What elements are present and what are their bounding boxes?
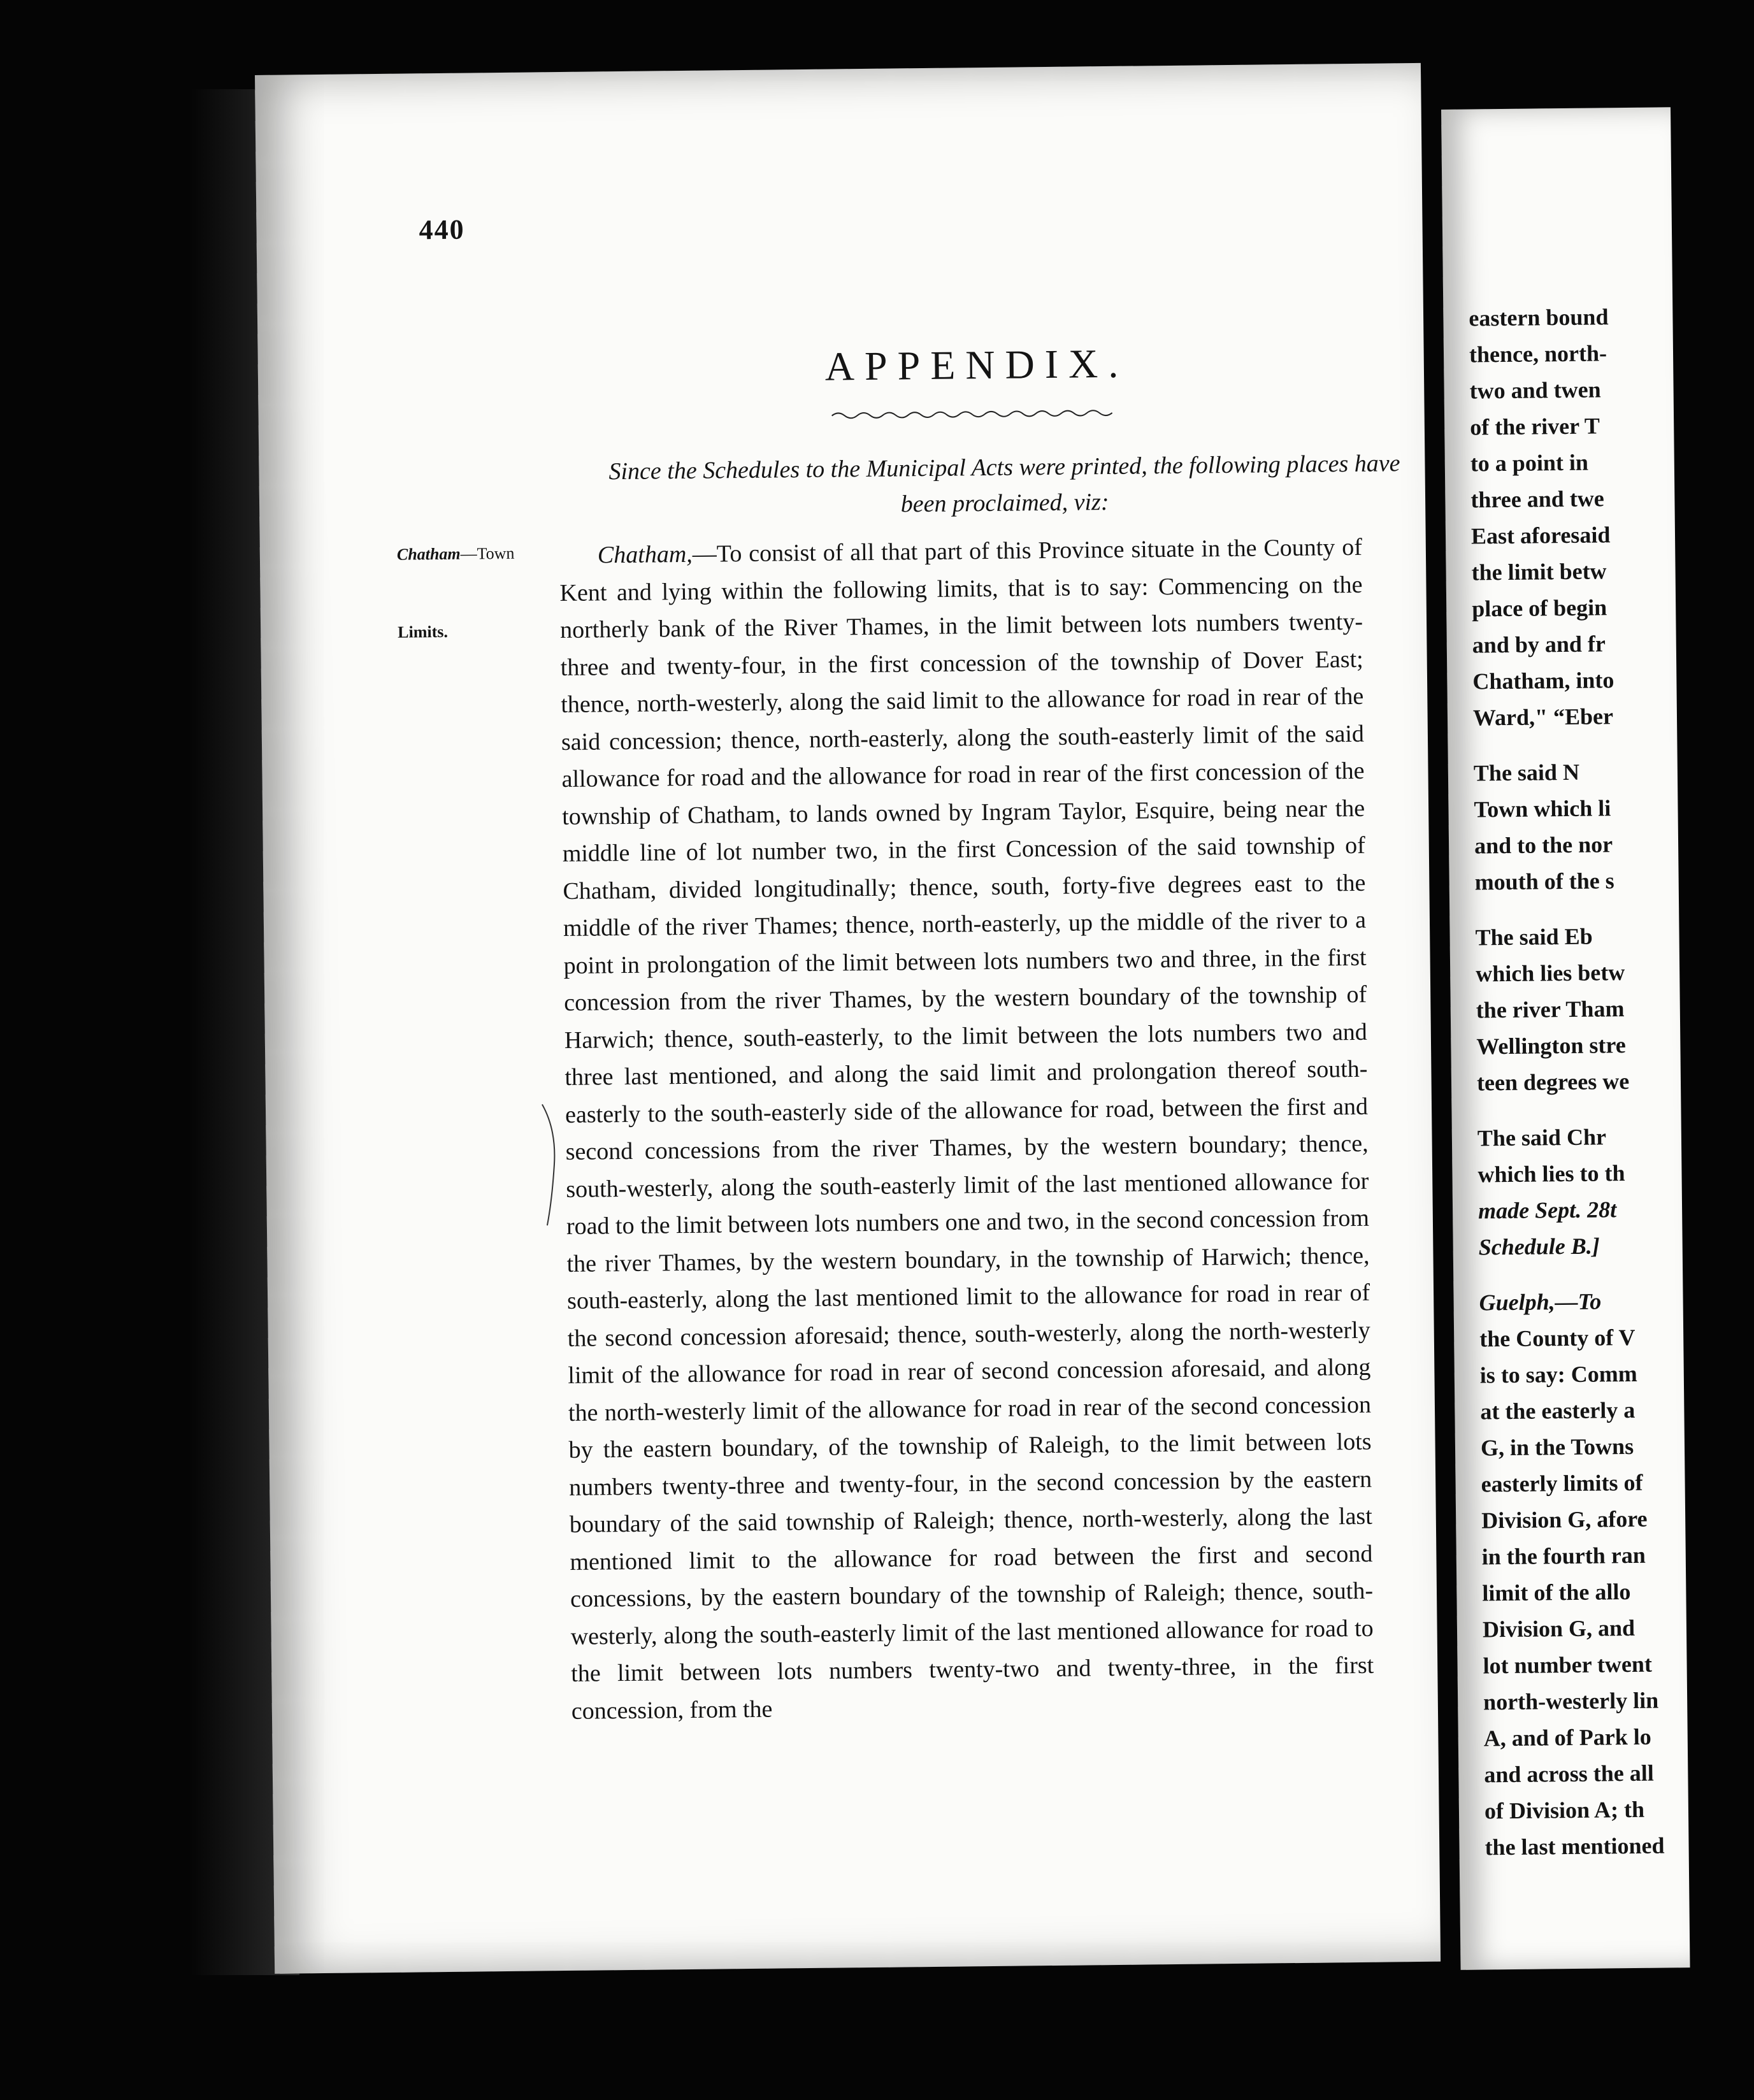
right-page-line: the limit betw	[1471, 558, 1607, 586]
right-page-line: and across the all	[1484, 1760, 1654, 1788]
paragraph-gap	[1473, 733, 1741, 755]
right-page-line: Schedule B.]	[1478, 1233, 1600, 1260]
right-page-line: G, in the Towns	[1480, 1433, 1634, 1461]
right-page-line: the last mentioned	[1484, 1832, 1665, 1860]
right-page-line: of the river T	[1470, 413, 1600, 440]
right-page-line: Guelph,—To	[1479, 1288, 1602, 1316]
right-page-line: mouth of the s	[1474, 868, 1614, 895]
right-page-line: three and twe	[1470, 485, 1604, 513]
right-page-line: teen degrees we	[1476, 1068, 1630, 1096]
right-page-line: Ward," “Eber	[1472, 703, 1614, 731]
right-page	[1441, 107, 1690, 1970]
right-page-line: two and twen	[1469, 377, 1601, 404]
right-page-line: the County of V	[1479, 1324, 1635, 1352]
right-page-line: in the fourth ran	[1481, 1542, 1646, 1570]
pencil-bracket-mark	[540, 1104, 560, 1225]
decorative-rule	[832, 405, 1112, 424]
right-page-line: Division G, afore	[1481, 1506, 1648, 1534]
page-title: APPENDIX.	[824, 340, 1129, 389]
right-page-line: of Division A; th	[1484, 1796, 1645, 1824]
right-page-line: East aforesaid	[1470, 522, 1611, 549]
right-page-line: easterly limits of	[1481, 1469, 1643, 1497]
right-page-line: thence, north-	[1469, 340, 1607, 368]
right-page-line: north-westerly lin	[1483, 1687, 1659, 1715]
right-page-line: is to say: Comm	[1479, 1360, 1637, 1388]
paragraph-gap	[1479, 1263, 1746, 1284]
right-page-line: A, and of Park lo	[1483, 1723, 1652, 1751]
intro-text: Since the Schedules to the Municipal Acts were printed, the following places have been proclaimed, viz:	[608, 450, 1400, 518]
right-page-line: to a point in	[1470, 449, 1589, 477]
right-page-line: limit of the allo	[1482, 1579, 1631, 1606]
margin-note-town: —Town	[460, 543, 515, 563]
right-page-line: place of begin	[1471, 594, 1607, 622]
paragraph-gap	[1475, 898, 1743, 919]
right-page-line: which lies betw	[1475, 960, 1625, 987]
right-page-line: The said Chr	[1477, 1124, 1607, 1151]
right-page-line: and to the nor	[1474, 831, 1613, 859]
right-page-line: which lies to th	[1477, 1160, 1625, 1188]
paragraph-lead: Chatham,	[597, 540, 693, 569]
margin-note-chatham: Chatham	[396, 544, 461, 564]
right-page-line: The said Eb	[1475, 923, 1593, 951]
right-page-line: Town which li	[1474, 795, 1611, 823]
right-page-line: The said N	[1473, 759, 1580, 786]
margin-note-limits: Limits.	[398, 622, 449, 642]
right-page-line: Wellington stre	[1476, 1032, 1626, 1060]
page-number: 440	[419, 213, 465, 246]
paragraph-gap	[1477, 1098, 1744, 1120]
right-page-line: Chatham, into	[1472, 667, 1614, 694]
right-page-line: Division G, and	[1482, 1615, 1635, 1643]
right-page-text	[1469, 298, 1753, 1866]
right-page-line: at the easterly a	[1480, 1397, 1635, 1425]
left-page	[255, 63, 1441, 1974]
right-page-line: made Sept. 28t	[1477, 1197, 1617, 1224]
paragraph-text: —To consist of all that part of this Province situate in the County of Kent and lying within the following limits, that is to say: Commencing on the northerly bank of the River Thames, in the limit between lots numbers twenty-three and twenty-four, in the first concession of the township of Dover East; thence, north-westerly, along the said limit to the allowance for road in rear of the said concession; thence, north-easterly, along the south-easterly limit of the said allowance for road and the allowance for road in rear of the first concession of the township of Chatham, to lands owned by Ingram Taylor, Esquire, being near the middle line of lot number two, in the first Concession of the said township of Chatham, divided longitudinally; thence, south, forty-five degrees east to the middle of the river Thames; thence, north-easterly, up the middle of the river to a point in prolongation of the limit between lots numbers two and three, in the first concession from the river Thames, by the western boundary of the township of Harwich; thence, south-easterly, to the limit between the lots numbers two and three last mentioned, and along the said limit and prolongation thereof south-easterly to the south-easterly side of the allowance for road, between the first and second concessions from the river Thames, by the western boundary; thence, south-westerly, along the south-easterly limit of the last mentioned allowance for road to the limit between lots numbers one and two, in the second concession from the river Thames, by the western boundary, in the township of Harwich; thence, south-easterly, along the last mentioned limit to the allowance for road in rear of the second concession aforesaid; thence, south-westerly, along the north-westerly limit of the allowance for road in rear of second concession aforesaid, and along the north-westerly limit of the allowance for road in rear of the second concession by the eastern boundary, of the township of Raleigh, to the limit between lots numbers twenty-three and twenty-four, in the second concession by the eastern boundary of the said township of Raleigh; thence, north-westerly, along the last mentioned limit to the allowance for road between the first and second concessions, by the eastern boundary of the township of Raleigh; thence, south-westerly, along the south-easterly limit of the last mentioned allowance for road to the limit between lots numbers twenty-two and twenty-three, in the first concession, from the	[559, 533, 1374, 1725]
right-page-line: and by and fr	[1472, 631, 1606, 658]
right-page-line: lot number twent	[1483, 1651, 1653, 1679]
margin-note-chatham-town	[397, 544, 515, 565]
right-page-line: the river Tham	[1476, 996, 1625, 1023]
right-page-line: eastern bound	[1469, 304, 1609, 331]
body-paragraph	[559, 529, 1375, 1730]
